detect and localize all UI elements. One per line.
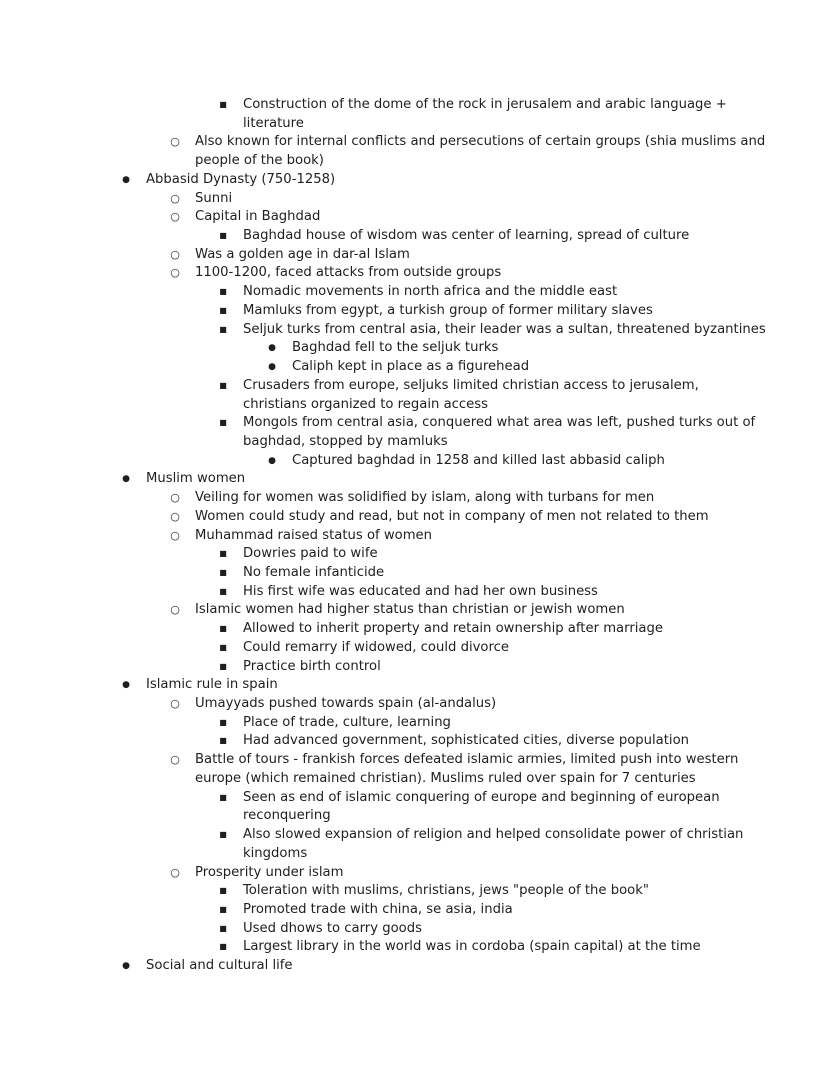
bullet-text: Also slowed expansion of religion and helped consolidate power of christian [243, 827, 744, 843]
bullet-square-icon: ■ [219, 324, 227, 334]
bullet-square-icon: ■ [219, 661, 227, 671]
bullet-circle-icon: ○ [170, 528, 180, 542]
bullet-square-icon: ■ [219, 287, 227, 297]
bullet-text: Battle of tours - frankish forces defeated islamic armies, limited push into western [195, 752, 739, 768]
bullet-text: Nomadic movements in north africa and the middle east [243, 284, 618, 300]
bullet-text: kingdoms [243, 845, 308, 861]
bullet-text: Promoted trade with china, se asia, india [243, 901, 513, 917]
bullet-text: Construction of the dome of the rock in jerusalem and arabic language + [243, 97, 727, 112]
bullet-text: Prosperity under islam [195, 864, 344, 880]
bullet-text: Umayyads pushed towards spain (al-andalus) [195, 696, 497, 712]
bullet-disc-icon: ● [122, 680, 130, 691]
bullet-text: Women could study and read, but not in company of men not related to them [195, 508, 709, 524]
bullet-text: Islamic rule in spain [146, 677, 278, 693]
bullet-text: Was a golden age in dar-al Islam [195, 246, 410, 262]
bullet-text: Baghdad fell to the seljuk turks [292, 340, 499, 356]
bullet-circle-icon: ○ [170, 509, 180, 523]
bullet-square-icon: ■ [219, 886, 227, 896]
bullet-square-icon: ■ [219, 736, 227, 746]
bullet-disc-icon: ● [268, 455, 276, 466]
bullet-text: reconquering [243, 808, 331, 824]
bullet-square-icon: ■ [219, 418, 227, 428]
bullet-square-icon: ■ [219, 792, 227, 802]
bullet-text: Sunni [195, 190, 233, 206]
bullet-text: Mamluks from egypt, a turkish group of former military slaves [243, 302, 653, 318]
bullet-text: Had advanced government, sophisticated cities, diverse population [243, 733, 690, 749]
bullet-text: Also known for internal conflicts and persecutions of certain groups (shia muslims and [195, 134, 766, 150]
bullet-text: Seen as end of islamic conquering of europe and beginning of european [243, 789, 720, 805]
bullet-circle-icon: ○ [170, 603, 180, 617]
bullet-disc-icon: ● [268, 362, 276, 373]
bullet-circle-icon: ○ [170, 210, 180, 224]
bullet-text: Used dhows to carry goods [243, 920, 422, 936]
bullet-circle-icon: ○ [170, 247, 180, 261]
bullet-text: Allowed to inherit property and retain ownership after marriage [243, 621, 663, 637]
bullet-text: Place of trade, culture, learning [243, 714, 451, 730]
bullet-disc-icon: ● [122, 474, 130, 485]
bullet-text: Social and cultural life [146, 958, 293, 974]
bullet-text: Islamic women had higher status than christian or jewish women [195, 602, 625, 618]
bullet-square-icon: ■ [219, 305, 227, 315]
bullet-square-icon: ■ [219, 586, 227, 596]
bullet-square-icon: ■ [219, 549, 227, 559]
bullet-circle-icon: ○ [170, 865, 180, 879]
bullet-square-icon: ■ [219, 904, 227, 914]
bullet-text: Caliph kept in place as a figurehead [292, 359, 530, 375]
bullet-circle-icon: ○ [170, 191, 180, 205]
bullet-square-icon: ■ [219, 830, 227, 840]
bullet-text: christians organized to regain access [243, 396, 489, 412]
bullet-text: Mongols from central asia, conquered what area was left, pushed turks out of [243, 415, 756, 431]
bullet-circle-icon: ○ [170, 135, 180, 149]
bullet-text: Crusaders from europe, seljuks limited christian access to jerusalem, [243, 377, 699, 393]
bullet-text: Toleration with muslims, christians, jews "people of the book" [243, 883, 649, 899]
bullet-text: people of the book) [195, 153, 324, 169]
bullet-text: literature [243, 115, 304, 131]
bullet-circle-icon: ○ [170, 491, 180, 505]
bullet-text: Muslim women [146, 471, 246, 487]
bullet-square-icon: ■ [219, 568, 227, 577]
bullet-text: Largest library in the world was in cordoba (spain capital) at the time [243, 939, 701, 955]
bullet-text: No female infanticide [243, 565, 385, 580]
bullet-square-icon: ■ [219, 942, 227, 952]
bullet-square-icon: ■ [219, 380, 227, 390]
bullet-square-icon: ■ [219, 923, 227, 933]
bullet-text: europe (which remained christian). Muslims ruled over spain for 7 centuries [195, 770, 696, 786]
bullet-text: baghdad, stopped by mamluks [243, 433, 448, 449]
bullet-disc-icon: ● [122, 961, 130, 972]
bullet-text: 1100-1200, faced attacks from outside groups [195, 265, 502, 281]
bullet-circle-icon: ○ [170, 753, 180, 767]
bullet-square-icon: ■ [219, 624, 227, 634]
bullet-disc-icon: ● [268, 343, 276, 354]
bullet-text: Practice birth control [243, 658, 381, 674]
bullet-circle-icon: ○ [170, 697, 180, 711]
bullet-circle-icon: ○ [170, 266, 180, 280]
bullet-text: Abbasid Dynasty (750-1258) [146, 171, 336, 187]
bullet-text: His first wife was educated and had her own business [243, 583, 598, 599]
bullet-square-icon: ■ [219, 100, 227, 109]
bullet-square-icon: ■ [219, 717, 227, 727]
bullet-text: Veiling for women was solidified by islam, along with turbans for men [195, 490, 655, 506]
bullet-text: Muhammad raised status of women [195, 527, 433, 543]
bullet-text: Capital in Baghdad [195, 209, 321, 225]
bullet-text: Captured baghdad in 1258 and killed last abbasid caliph [292, 452, 665, 468]
bullet-disc-icon: ● [122, 174, 130, 185]
bullet-square-icon: ■ [219, 231, 227, 241]
bullet-text: Dowries paid to wife [243, 546, 378, 562]
bullet-text: Could remarry if widowed, could divorce [243, 639, 509, 655]
bullet-text: Baghdad house of wisdom was center of learning, spread of culture [243, 228, 690, 244]
bullet-text: Seljuk turks from central asia, their leader was a sultan, threatened byzantines [243, 321, 766, 337]
bullet-square-icon: ■ [219, 642, 227, 652]
